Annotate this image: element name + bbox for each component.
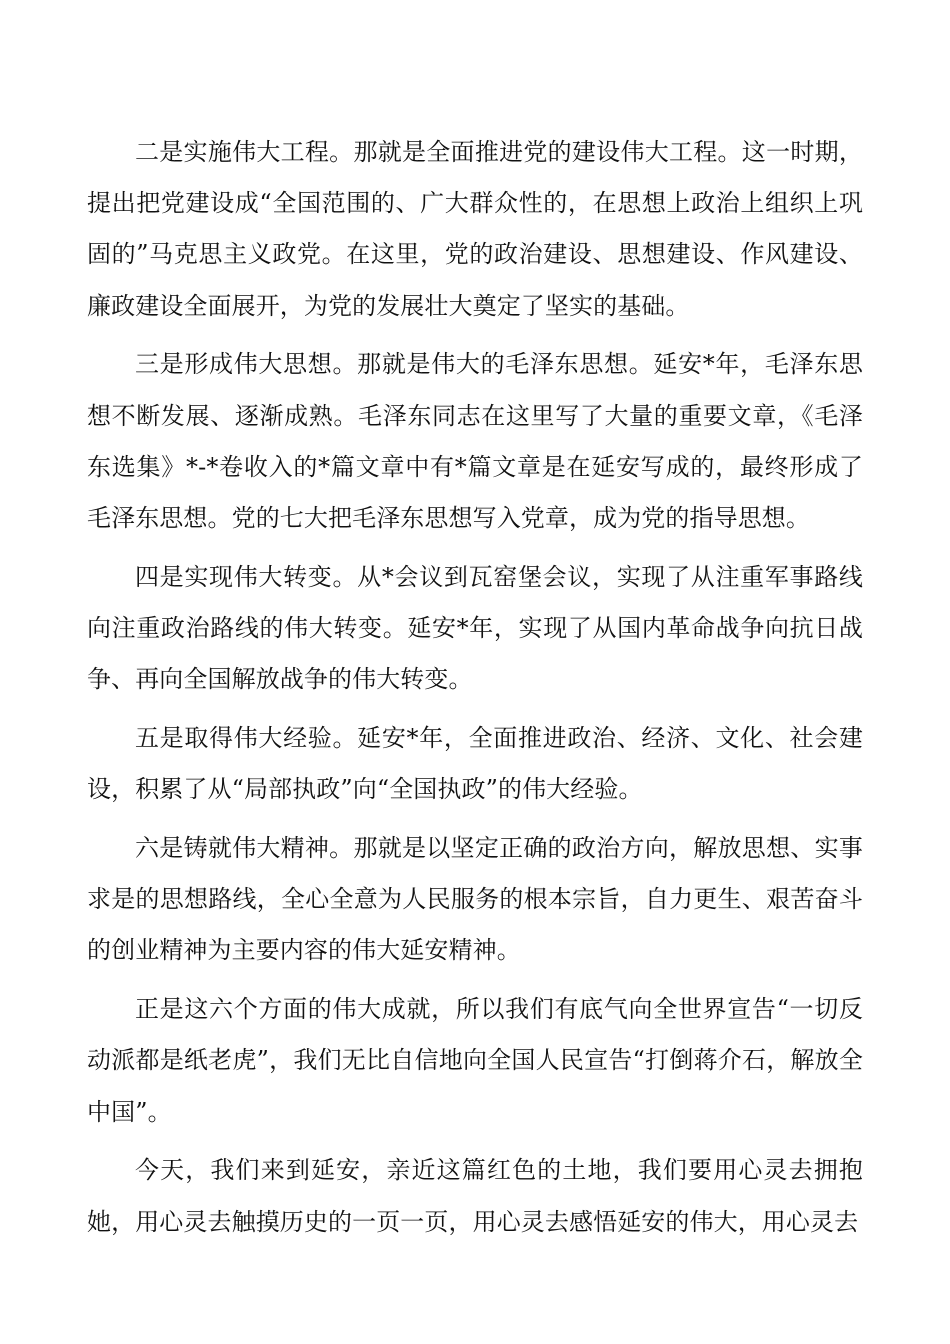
- paragraph-great-thought: 三是形成伟大思想。那就是伟大的毛泽东思想。延安*年，毛泽东思想不断发展、逐渐成熟。毛泽东同志在这里写了大量的重要文章，《毛泽东选集》*-*卷收入的*篇文章中有*篇文章是在延安写成的，最终形成了毛泽东思想。党的七大把毛泽东思想写入党章，成为党的指导思想。: [87, 350, 863, 533]
- paragraph-six-achievements: 正是这六个方面的伟大成就，所以我们有底气向全世界宣告“一切反动派都是纸老虎”，我们无比自信地向全国人民宣告“打倒蒋介石，解放全中国”。: [87, 995, 863, 1126]
- paragraph-great-transformation: 四是实现伟大转变。从*会议到瓦窑堡会议，实现了从注重军事路线向注重政治路线的伟大转变。延安*年，实现了从国内革命战争向抗日战争、再向全国解放战争的伟大转变。: [87, 562, 863, 694]
- paragraph-great-experience: 五是取得伟大经验。延安*年，全面推进政治、经济、文化、社会建设，积累了从“局部执政”向“全国执政”的伟大经验。: [87, 724, 863, 804]
- body-text: [87, 127, 863, 1255]
- paragraph-great-project: 二是实施伟大工程。那就是全面推进党的建设伟大工程。这一时期，提出把党建设成“全国范围的、广大群众性的，在思想上政治上组织上巩固的”马克思主义政党。在这里，党的政治建设、思想建设、作风建设、廉政建设全面展开，为党的发展壮大奠定了坚实的基础。: [87, 138, 863, 320]
- paragraph-great-spirit: 六是铸就伟大精神。那就是以坚定正确的政治方向，解放思想、实事求是的思想路线，全心全意为人民服务的根本宗旨，自力更生、艰苦奋斗的创业精神为主要内容的伟大延安精神。: [87, 834, 863, 965]
- paragraph-today-yanan: 今天，我们来到延安，亲近这篇红色的土地，我们要用心灵去拥抱她，用心灵去触摸历史的一页一页，用心灵去感悟延安的伟大，用心灵去: [87, 1156, 863, 1236]
